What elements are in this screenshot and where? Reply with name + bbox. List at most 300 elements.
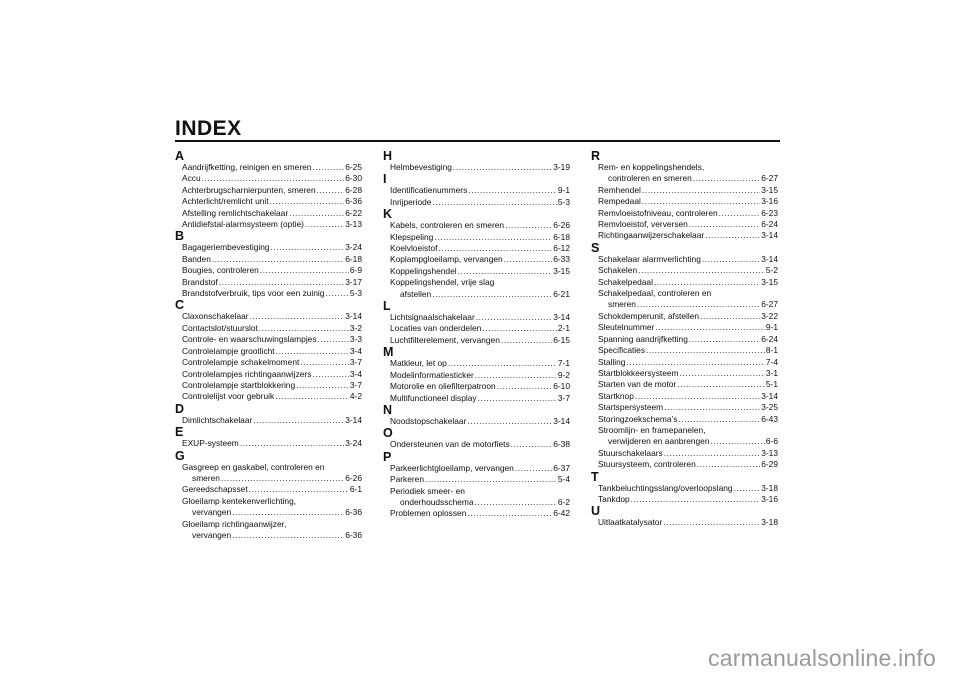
dot-leader [711,436,765,447]
dot-leader [250,311,345,322]
index-entry [182,438,362,449]
dot-leader [468,185,557,196]
index-entry-text: Claxonschakelaar [182,311,249,322]
index-entry [598,494,778,505]
index-entry-text: Problemen oplossen [390,508,467,519]
index-entry-text: Startknop [598,390,634,401]
index-entry-text: Modelinformatiesticker [390,369,474,380]
dot-leader [275,391,349,402]
index-entry [182,277,362,288]
index-entry [182,311,362,322]
page-reference: 3-4 [349,368,362,379]
dot-leader [312,369,348,380]
page-reference: 5-3 [557,196,570,207]
index-entry-text: Rem- en koppelingshendels, [598,162,705,172]
index-entry [390,358,570,369]
page-reference: 3-4 [349,345,362,356]
dot-leader [271,242,345,253]
section-letter: G [175,448,185,463]
index-entry [182,254,362,265]
page-reference: 9-2 [557,369,570,380]
dot-leader [637,299,760,310]
dot-leader [642,185,760,196]
page-reference: 3-14 [345,414,362,425]
dot-leader [289,208,344,219]
index-entry [598,162,778,185]
page-reference: 7-4 [765,356,778,367]
index-entry [598,345,778,356]
dot-leader [482,323,557,334]
page-reference: 3-2 [349,322,362,333]
index-entry [182,462,362,485]
dot-leader [296,380,349,391]
page-reference: 3-24 [345,438,362,449]
dot-leader [270,196,345,207]
index-entry-text: Koelvloeistof [390,243,438,254]
dot-leader [478,393,557,404]
section-letter: U [591,504,601,519]
section-letter: R [591,149,601,163]
index-entry [390,243,570,254]
index-entry-text: Bougies, controleren [182,265,259,276]
page-reference: 3-14 [553,312,570,323]
index-entry [182,496,362,519]
index-entry [598,208,778,219]
index-entry [390,335,570,346]
section-letter: B [175,229,185,244]
dot-leader [702,254,760,265]
index-column-3 [591,150,778,529]
dot-leader [300,357,349,368]
index-entry [390,463,570,474]
page-reference: 3-14 [761,230,778,241]
page-reference: 6-30 [345,173,362,184]
section-letter: S [591,240,600,255]
dot-leader [705,230,760,241]
index-entry [390,508,570,519]
index-entry [390,185,570,196]
index-entry [182,334,362,345]
page-reference: 3-1 [765,367,778,378]
index-entry-text: Afstelling remlichtschakelaar [182,207,289,218]
index-entry-text: Bagageriembevestiging [182,242,270,253]
index-entry [598,425,778,448]
index-entry-text: Controlelampje grootlicht [182,345,275,356]
index-entry [390,439,570,450]
index-entry-text: Spanning aandrijfketting [598,333,688,344]
index-entry-text: Stroomlijn- en framepanelen, [598,424,706,435]
dot-leader [325,288,348,299]
dot-leader [654,277,760,288]
index-entry-text: Matkleur, let op [390,358,447,369]
index-entry-text: Schakelpedaal, controleren en [598,288,712,299]
index-entry [390,381,570,392]
page-reference: 8-1 [765,345,778,356]
dot-leader [635,391,760,402]
page-reference: 5-4 [557,474,570,485]
dot-leader [677,379,765,390]
index-entry-text: vervangen [192,507,232,518]
index-entry-text: Uitlaatkatalysator [598,517,663,528]
index-entry [598,459,778,470]
index-entry [182,380,362,391]
page-reference: 6-10 [553,381,570,392]
dot-leader [505,220,552,231]
index-entry [390,486,570,509]
page-reference: 6-26 [553,220,570,231]
index-entry-text: smeren [608,299,636,310]
index-entry [598,219,778,230]
page-reference: 9-1 [765,322,778,333]
index-entry-text: Richtingaanwijzerschakelaar [598,230,705,241]
index-entry-text: Banden [182,253,211,264]
dot-leader [689,219,760,230]
index-entry-text: Gasgreep en gaskabel, controleren en [182,461,325,472]
section-letter: I [383,172,387,187]
index-entry [182,357,362,368]
index-entry [598,357,778,368]
index-entry-text: Locaties van onderdelen [390,323,482,334]
dot-leader [305,219,344,230]
dot-leader [458,266,553,277]
index-entry-text: Remhendel [598,184,641,195]
page-reference: 6-23 [761,207,778,218]
index-entry-text: Rempedaal [598,196,641,207]
index-entry [182,196,362,207]
index-entry-text: Specificaties [598,345,646,356]
index-entry-text: Periodiek smeer- en [390,485,465,496]
section-letter: N [383,402,393,417]
page-reference: 6-9 [349,265,362,276]
index-entry-text: Dimlichtschakelaar [182,414,253,425]
dot-leader [719,208,761,219]
index-entry [182,346,362,357]
page-reference: 3-14 [761,390,778,401]
index-entry [390,393,570,404]
page-reference: 6-21 [553,288,570,299]
dot-leader [689,334,760,345]
index-entry-text: Inrijperiode [390,196,432,207]
index-entry [598,402,778,413]
index-entry-text: Schakelaar alarmverlichting [598,253,701,264]
dot-leader [467,508,552,519]
page-reference: 6-29 [761,459,778,470]
page-reference: 5-2 [765,265,778,276]
index-entry-text: Tankdop [598,493,630,504]
page-reference: 6-22 [345,207,362,218]
page-reference: 4-2 [349,391,362,402]
page-reference: 6-42 [553,508,570,519]
index-entry-text: Controle- en waarschuwingslampjes [182,334,317,345]
index-entry [598,391,778,402]
dot-leader [276,346,349,357]
index-entry [598,311,778,322]
page-reference: 3-7 [349,357,362,368]
page-reference: 2-1 [557,323,570,334]
index-entry-text: Achterlicht/remlicht unit [182,196,269,207]
dot-leader [318,334,349,345]
page-reference: 6-28 [345,184,362,195]
dot-leader [664,448,761,459]
page-reference: 3-24 [345,242,362,253]
dot-leader [317,185,345,196]
index-entry [390,232,570,243]
index-entry [182,391,362,402]
page-title: INDEX [175,117,242,140]
page-reference: 6-27 [761,299,778,310]
index-entry-text: Lichtsignaalschakelaar [390,312,475,323]
page-reference: 3-13 [345,219,362,230]
index-entry-text: Klepspeling [390,231,434,242]
page-reference: 6-36 [345,507,362,518]
index-entry [390,254,570,265]
page-reference: 9-1 [557,185,570,196]
dot-leader [515,463,552,474]
index-entry [390,370,570,381]
dot-leader [232,507,344,518]
index-entry-text: Gloeilamp kentekenverlichting, [182,495,297,506]
dot-leader [439,243,553,254]
section-letter: O [383,426,393,441]
index-entry-text: Kabels, controleren en smeren [390,220,505,231]
dot-leader [259,323,349,334]
dot-leader [497,381,553,392]
index-entry-text: Stuursysteem, controleren [598,459,696,470]
section-letter: K [383,207,393,222]
page-reference: 3-15 [761,184,778,195]
index-entry-text: verwijderen en aanbrengen [608,436,710,447]
page-reference: 6-2 [557,496,570,507]
index-entry [182,265,362,276]
index-entry-text: Schokdemperunit, afstellen [598,310,700,321]
index-entry-text: Stuurschakelaars [598,447,663,458]
dot-leader [642,196,760,207]
page-reference: 3-3 [349,334,362,345]
index-entry [390,277,570,300]
page-reference: 6-33 [553,254,570,265]
index-entry-text: Schakelpedaal [598,276,653,287]
index-entry-text: Koplampgloeilamp, vervangen [390,254,503,265]
index-entry-text: Brandstofverbruik, tips voor een zuinig [182,288,325,299]
page-reference: 3-14 [761,253,778,264]
index-entry-text: Controlelampje startblokkering [182,379,296,390]
index-entry-text: Koppelingshendel, vrije slag [390,277,495,288]
index-entry-text: Controlelampjes richtingaanwijzers [182,368,312,379]
index-entry-text: Remvloeistof, verversen [598,219,688,230]
index-entry [390,312,570,323]
dot-leader [432,289,552,300]
page-reference: 3-16 [761,196,778,207]
dot-leader [249,484,349,495]
dot-leader [467,416,552,427]
page-reference: 3-17 [345,276,362,287]
section-letter: D [175,401,185,416]
dot-leader [646,345,765,356]
dot-leader [638,265,765,276]
index-entry [182,219,362,230]
dot-leader [697,459,760,470]
index-entry [598,414,778,425]
index-entry [182,484,362,495]
page-reference: 6-36 [345,529,362,540]
section-letter: A [175,149,185,163]
page-reference: 6-26 [345,472,362,483]
index-entry-text: Schakelen [598,265,638,276]
index-entry-text: Storingzoekschema’s [598,413,678,424]
dot-leader [626,357,764,368]
dot-leader [453,162,552,173]
index-entry-text: onderhoudsschema [400,496,474,507]
page-reference: 3-22 [761,310,778,321]
page-reference: 3-18 [761,517,778,528]
index-entry-text: Noodstopschakelaar [390,415,467,426]
page-reference: 6-6 [765,436,778,447]
index-entry [598,448,778,459]
dot-leader [631,494,761,505]
page-reference: 3-15 [553,265,570,276]
index-entry [598,322,778,333]
index-entry-text: Aandrijfketting, reinigen en smeren [182,162,312,172]
index-entry [598,334,778,345]
page-reference: 6-15 [553,334,570,345]
dot-leader [448,358,557,369]
page-reference: 7-1 [557,358,570,369]
page-reference: 6-1 [349,484,362,495]
index-entry [598,277,778,288]
index-entry-text: Sleutelnummer [598,322,655,333]
page-reference: 3-19 [553,162,570,172]
page-reference: 3-7 [557,392,570,403]
page-reference: 3-15 [761,276,778,287]
dot-leader [678,414,760,425]
dot-leader [504,254,553,265]
dot-leader [425,474,557,485]
index-entry-text: Contactslot/stuurslot [182,322,258,333]
index-entry-text: Tankbeluchtingsslang/overloopslang [598,482,733,493]
index-entry-text: Startspersysteem [598,402,664,413]
page-reference: 3-16 [761,493,778,504]
page-reference: 6-25 [345,162,362,172]
page-reference: 6-27 [761,173,778,184]
index-entry [598,288,778,311]
page-reference: 6-12 [553,243,570,254]
index-entry [182,208,362,219]
index-entry-text: Antidiefstal-alarmsysteem (optie) [182,219,304,230]
index-entry [182,242,362,253]
dot-leader [475,497,557,508]
dot-leader [664,402,760,413]
index-entry [598,196,778,207]
index-entry [598,368,778,379]
index-entry-text: Motorolie en oliefilterpatroon [390,381,496,392]
page-reference: 5-3 [349,288,362,299]
page-reference: 6-24 [761,219,778,230]
dot-leader [655,322,765,333]
index-entry [598,254,778,265]
index-entry-text: Gloeilamp richtingaanwijzer, [182,518,287,529]
dot-leader [253,415,344,426]
index-column-1 [175,150,362,541]
page-reference: 6-38 [553,439,570,450]
index-entry [182,323,362,334]
index-entry-text: Controlelijst voor gebruik [182,391,275,402]
index-entry-text: smeren [192,472,220,483]
index-entry-text: Identificatienummers [390,185,468,196]
page-reference: 3-7 [349,379,362,390]
dot-leader [312,162,344,173]
page-reference: 3-25 [761,402,778,413]
index-entry [390,323,570,334]
index-entry-text: Remvloeistofniveau, controleren [598,207,718,218]
page-reference: 3-14 [553,415,570,426]
dot-leader [232,530,344,541]
page-reference: 3-14 [345,311,362,322]
dot-leader [219,277,344,288]
index-entry [182,173,362,184]
index-entry-text: Stalling [598,356,626,367]
dot-leader [260,265,349,276]
dot-leader [202,173,345,184]
index-entry [390,220,570,231]
index-entry-text: controleren en smeren [608,173,692,184]
section-letter: T [591,469,599,484]
dot-leader [221,473,344,484]
page-reference: 3-13 [761,447,778,458]
index-entry-text: Controlelampje schakelmoment [182,357,300,368]
index-entry [182,369,362,380]
index-entry [598,230,778,241]
index-entry-text: Helmbevestiging [390,162,452,172]
watermark: carmanualsonline.info [708,645,936,671]
index-entry-text: Koppelingshendel [390,265,457,276]
section-letter: M [383,345,394,360]
index-entry [598,185,778,196]
index-entry-text: Brandstof [182,276,218,287]
index-entry-text: Parkeren [390,474,424,485]
index-entry [390,197,570,208]
index-entry [598,483,778,494]
dot-leader [475,370,557,381]
index-entry-text: Ondersteunen van de motorfiets [390,439,510,450]
page-reference: 6-37 [553,462,570,473]
index-entry-text: afstellen [400,288,432,299]
title-rule [175,140,780,142]
dot-leader [476,312,553,323]
page-reference: 6-43 [761,413,778,424]
index-entry-text: Startblokkeersysteem [598,367,679,378]
section-letter: P [383,449,392,464]
index-entry-text: Gereedschapsset [182,484,248,495]
index-column-2 [383,150,570,520]
page-reference: 6-24 [761,333,778,344]
page-reference: 6-36 [345,196,362,207]
index-entry-text: Parkeerlichtgloeilamp, vervangen [390,462,514,473]
index-entry-text: Accu [182,173,201,184]
dot-leader [501,335,552,346]
index-entry [390,474,570,485]
dot-leader [432,197,556,208]
dot-leader [434,232,552,243]
dot-leader [511,439,553,450]
index-entry-text: EXUP-systeem [182,438,239,449]
index-entry-text: vervangen [192,529,232,540]
index-entry-text: Achterbrugscharnierpunten, smeren [182,184,316,195]
page-reference: 3-18 [761,482,778,493]
dot-leader [734,483,761,494]
index-entry [598,265,778,276]
index-entry [390,162,570,173]
dot-leader [680,368,765,379]
